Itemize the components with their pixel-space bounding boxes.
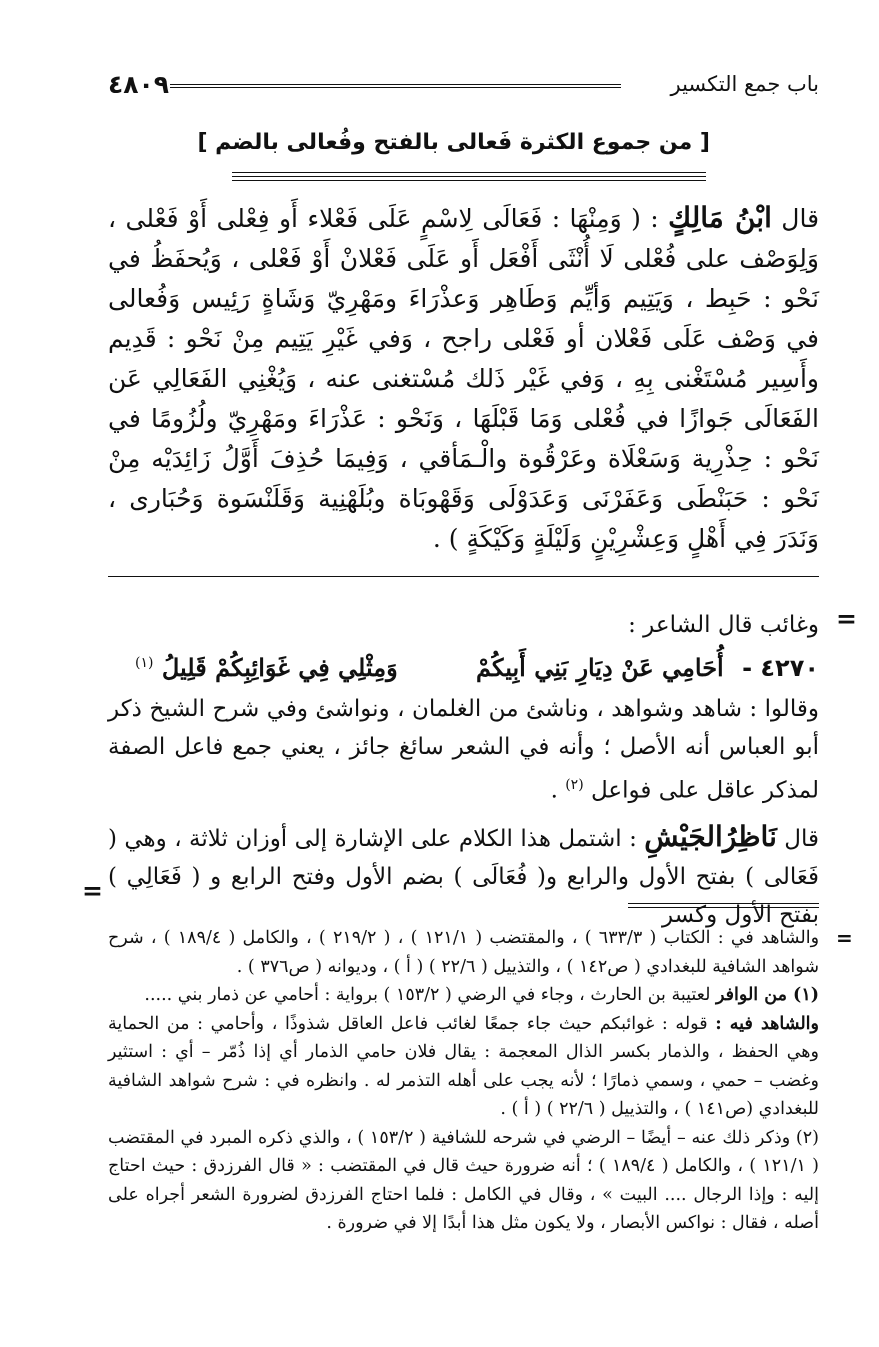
footnote-1-text: لعتيبة بن الحارث ، وجاء في الرضي ( ١٥٣/٢ ) برواية : أحامي عن ذمار بني .....: [144, 985, 711, 1005]
verse-number: ٤٢٧٠ -: [742, 654, 819, 682]
lead-word: قال: [784, 826, 820, 852]
commentary-paragraph: [108, 690, 819, 810]
commentator-name: نَاظِرُالجَيْشِ: [644, 820, 777, 853]
footnote-ref: (٢): [565, 777, 584, 793]
heading-underline: [232, 172, 706, 184]
section-title: باب جمع التكسير: [670, 72, 819, 96]
footnotes: [108, 924, 819, 1238]
footnote-separator: [628, 903, 819, 911]
commentary-paragraph-2: [108, 818, 819, 934]
footnote-1: [108, 981, 819, 1010]
footnote-continuation-marker: =: [836, 926, 853, 950]
matn-separator: [108, 576, 819, 577]
poetry-verse: [108, 644, 819, 687]
main-text: [108, 198, 819, 559]
continuation-marker: =: [836, 604, 857, 633]
commentary-text-end: .: [550, 777, 558, 804]
header-rule: [170, 84, 621, 88]
matn-body: : ( وَمِنْهَا : فَعَالَى لِاسْمٍ عَلَى فَعْلاء أَو فِعْلى أَوْ فَعْلى ، وَلِوَصْف على فُعْلى لَا أُنْثَى أَفْعَل أَو عَلَى فَعْلانْ أَوْ فَعْلى ، وَيُحفَظُ في نَحْو : حَبِط ، وَيَتِيم وَأيِّم وَطَاهِر وَعذْرَاءَ ومَهْرِيّ وَشَاةٍ رَئِيس وَفُعالى في وَصْف عَلَى فَعْلان أو فَعْلى راجح ، وَفي غَيْرِ يَتِيم مِنْ نَحْو : قَدِيم وأَسِير مُسْتَغْنى بِهِ ، وَفي غَيْر ذَلك مُسْتغنى عنه ، وَيُغْنِي الفَعَالِي عَن الفَعَالَى جَوازًا في فُعْلى وَمَا قَبْلَهَا ، وَنَحْو : عَذْرَاءَ ومَهْرِيّ ولُزُومًا في نَحْو : حِذْرِية وَسَعْلَاة وعَرْقُوة والْـمَأقي ، وَفِيمَا حُذِفَ أَوَّلُ زَائِدَيْه مِنْ نَحْو : حَبَنْطَى وَعَفَرْنَى وَعَدَوْلَى وَقَهْوبَاة وبُلَهْنِية وَقَلَنْسَوة وَحُبَارى ، وَنَدَرَ فِي أَهْلٍ وَعِشْرِيْنٍ وَلَيْلَةٍ وَكَيْكَةٍ ) .: [108, 204, 819, 553]
verse-hemistich-2: وَمِثْلِي فِي غَوَائِبِكُمْ قَلِيلُ: [161, 653, 398, 682]
page-number: ٤٨٠٩: [108, 70, 170, 99]
matn-paragraph: [108, 198, 819, 559]
continuation-marker-end: =: [82, 876, 103, 905]
lead-word: قال: [781, 204, 820, 233]
running-header: [108, 72, 819, 102]
footnote-1-shahid-lead: والشاهد فيه :: [715, 1013, 819, 1034]
verse-hemistich-1: أُحَامِي عَنْ دِيَارِ بَنِي أَبِيكُمْ: [476, 653, 724, 682]
footnote-1-shahid-text: قوله : غوائبكم حيث جاء جمعًا لغائب فاعل العاقل شذوذًا ، وأحامي : من الحماية وهي الحفظ ، والذمار بكسر الذال المعجمة : يقال فلان حامي الذمار أي إذا ذُمّر – أي : استثير وغضب – حمي ، وسمي ذمارًا ؛ لأنه يجب على أهله التذمر له . وانظره في : شرح شواهد الشافية للبغدادي (ص١٤١ ) ، والتذييل ( ٢٢/٦ ) ( أ ) .: [108, 1013, 819, 1119]
verse-intro: وغائب قال الشاعر :: [628, 612, 819, 638]
footnote-1-lead: (١) من الوافر: [716, 985, 819, 1005]
commentary-text: وقالوا : شاهد وشواهد ، وناشئ من الغلمان ، ونواشئ وفي شرح الشيخ ذكر أبو العباس أنه الأصل ؛ وأنه في الشعر سائغ جائز ، يعني جمع فاعل الصفة لمذكر عاقل على فواعل: [108, 696, 819, 804]
section-heading: [ من جموع الكثرة فَعالى بالفتح وفُعالى بالضم ]: [197, 130, 710, 155]
footnote-2: (٢) وذكر ذلك عنه – أيضًا – الرضي في شرحه للشافية ( ١٥٣/٢ ) ، والذي ذكره المبرد في المقتضب ( ١٢١/١ ) ، والكامل ( ١٨٩/٤ ) ؛ أنه ضرورة حيث قال في المقتضب : « قال الفرزدق : حيث احتاج إليه : وإذا الرجال .... البيت » ، وقال في الكامل : فلما احتاج الفرزدق لضرورة الشعر أجراه على أصله ، فقال : نواكس الأبصار ، ولا يكون مثل هذا أبدًا إلا في ضرورة .: [108, 1127, 820, 1233]
commentary-text: : اشتمل هذا الكلام على الإشارة إلى أوزان ثلاثة ، وهي ( فَعَالى ) بفتح الأول والرابع و( فُعَالَى ) بضم الأول وفتح الرابع و ( فَعَالِي ) بفتح الأول وكسر: [108, 826, 819, 928]
footnote-ref: (١): [135, 655, 154, 671]
author-name: ابْنُ مَالِكٍ: [668, 201, 772, 234]
footnote-continued: والشاهد في : الكتاب ( ٦٣٣/٣ ) ، والمقتضب ( ١٢١/١ ) ، ( ٢١٩/٢ ) ، والكامل ( ١٨٩/٤ ) ، شرح شواهد الشافية للبغدادي ( ص١٤٢ ) ، والتذييل ( ٢٢/٦ ) ( أ ) ، وديوانه ( ص٣٧٦ ) .: [108, 928, 820, 977]
footnote-1-shahid: [108, 1010, 819, 1124]
